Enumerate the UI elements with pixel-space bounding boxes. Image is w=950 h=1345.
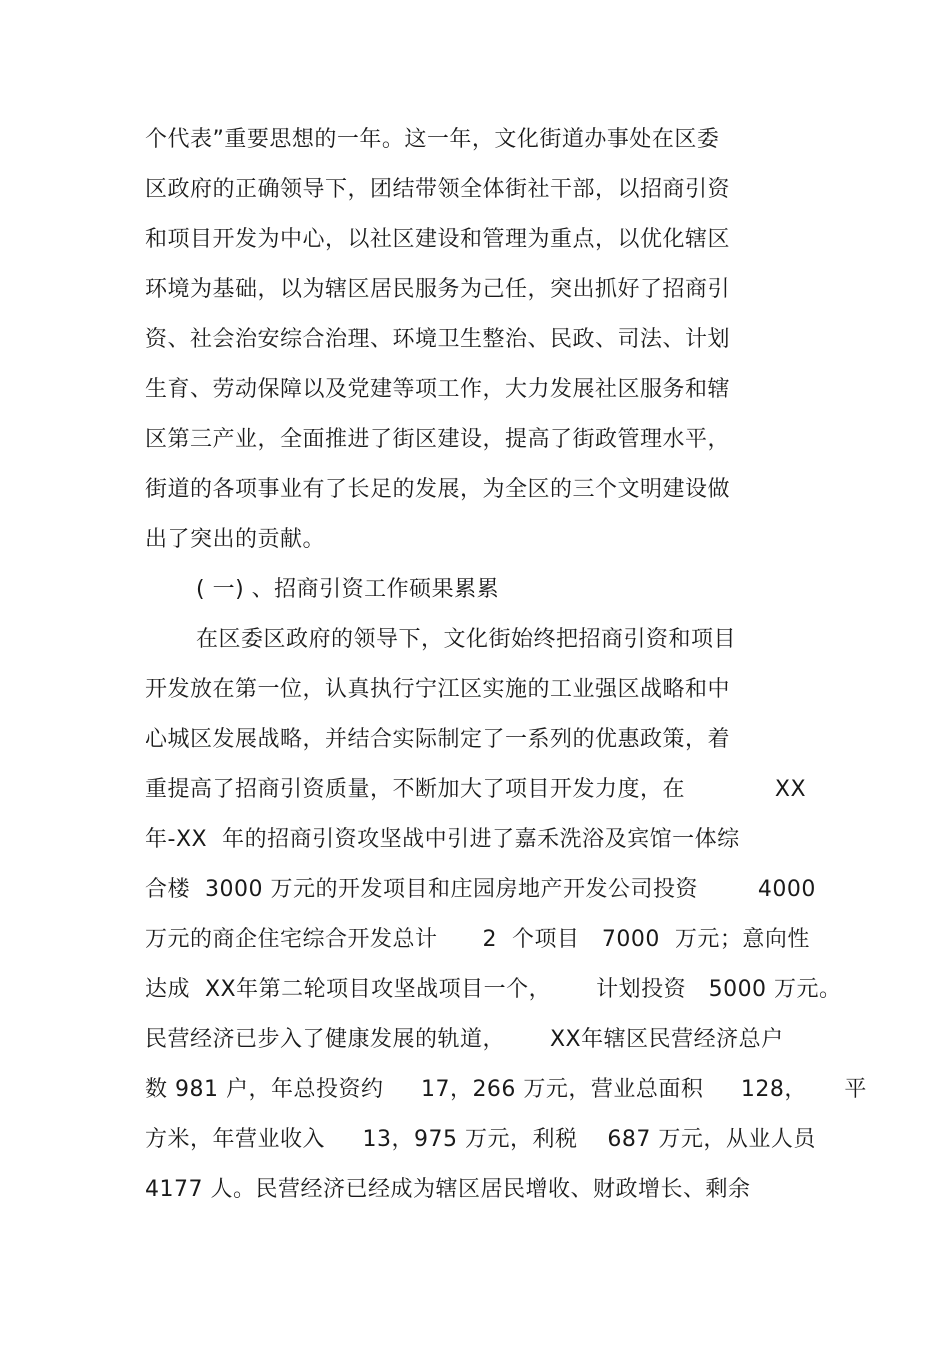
paragraph-line: 心城区发展战略，并结合实际制定了一系列的优惠政策，着	[145, 727, 731, 752]
paragraph-line: 资、社会治安综合治理、环境卫生整治、民政、司法、计划	[145, 327, 731, 352]
paragraph-line: 万元的商企住宅综合开发总计 2 个项目 7000 万元；意向性	[145, 927, 810, 952]
section-heading: ( 一) 、招商引资工作硕果累累	[196, 577, 500, 602]
paragraph-line: 重提高了招商引资质量，不断加大了项目开发力度，在 XX	[145, 777, 807, 802]
paragraph-line: 民营经济已步入了健康发展的轨道， XX年辖区民营经济总户	[145, 1027, 784, 1052]
paragraph-line: 数 981 户，年总投资约 17，266 万元，营业总面积 128， 平	[145, 1077, 867, 1102]
paragraph-line: 合楼 3000 万元的开发项目和庄园房地产开发公司投资 4000	[145, 877, 816, 902]
paragraph-line: 区政府的正确领导下，团结带领全体街社干部，以招商引资	[145, 177, 731, 202]
paragraph-line: 出了突出的贡献。	[145, 527, 326, 552]
paragraph-line: 方米，年营业收入 13，975 万元，利税 687 万元，从业人员	[145, 1127, 816, 1152]
paragraph-line: 个代表”重要思想的一年。这一年，文化街道办事处在区委	[145, 127, 720, 152]
paragraph-line: 生育、劳动保障以及党建等项工作，大力发展社区服务和辖	[145, 377, 731, 402]
paragraph-line: 街道的各项事业有了长足的发展，为全区的三个文明建设做	[145, 477, 731, 502]
paragraph-line: 区第三产业，全面推进了街区建设，提高了街政管理水平，	[145, 427, 731, 452]
paragraph-line: 年-XX 年的招商引资攻坚战中引进了嘉禾洗浴及宾馆一体综	[145, 827, 740, 852]
paragraph-line: 达成 XX年第二轮项目攻坚战项目一个， 计划投资 5000 万元。	[145, 977, 842, 1002]
paragraph-line: 在区委区政府的领导下，文化街始终把招商引资和项目	[196, 627, 737, 652]
paragraph-line: 环境为基础，以为辖区居民服务为己任，突出抓好了招商引	[145, 277, 731, 302]
paragraph-line: 和项目开发为中心，以社区建设和管理为重点，以优化辖区	[145, 227, 731, 252]
paragraph-line: 4177 人。民营经济已经成为辖区居民增收、财政增长、剩余	[145, 1177, 751, 1202]
paragraph-line: 开发放在第一位，认真执行宁江区实施的工业强区战略和中	[145, 677, 731, 702]
